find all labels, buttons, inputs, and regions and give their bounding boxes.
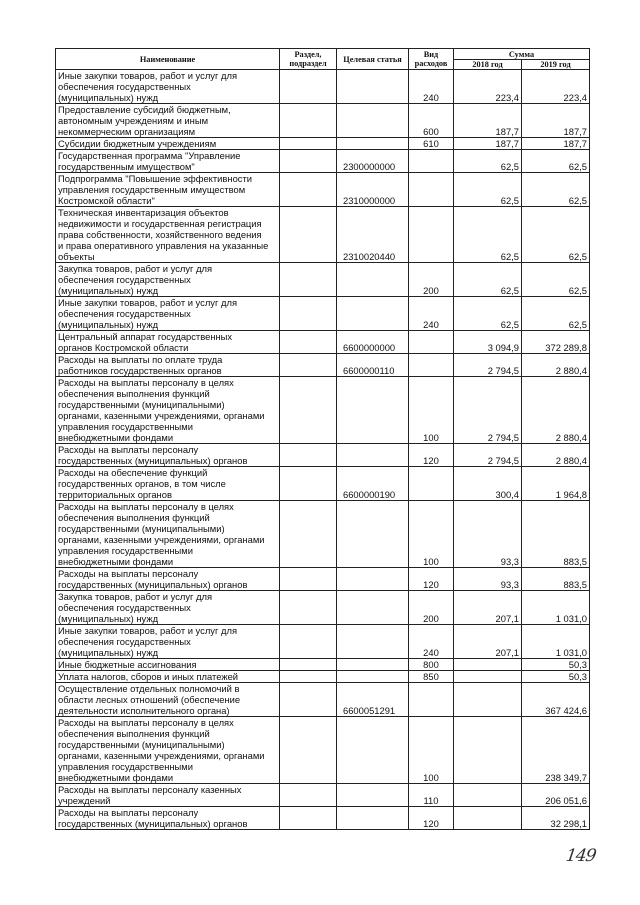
row-section-cell xyxy=(280,501,337,568)
row-2019-cell: 367 424,6 xyxy=(522,683,590,717)
row-name-cell: Расходы на выплаты персоналу государственных (муниципальных) органов xyxy=(56,807,280,830)
row-kind-cell: 850 xyxy=(409,671,454,683)
row-target-cell xyxy=(337,659,409,671)
row-target-cell xyxy=(337,501,409,568)
row-kind-cell xyxy=(409,467,454,501)
row-target-cell xyxy=(337,138,409,150)
table-body xyxy=(56,70,590,830)
row-name-cell: Осуществление отдельных полномочий в области лесных отношений (обеспечение деятельности исполнительного органа) xyxy=(56,683,280,717)
row-kind-cell: 100 xyxy=(409,717,454,784)
header-section: Раздел, подраздел xyxy=(280,49,337,70)
row-section-cell xyxy=(280,591,337,625)
row-target-cell xyxy=(337,263,409,297)
row-section-cell xyxy=(280,173,337,207)
row-target-cell: 6600000000 xyxy=(337,331,409,354)
table-row xyxy=(56,591,590,625)
row-kind-cell: 610 xyxy=(409,138,454,150)
table-row xyxy=(56,70,590,104)
header-kind: Вид расходов xyxy=(409,49,454,70)
row-target-cell: 6600000110 xyxy=(337,354,409,377)
row-name-cell: Предоставление субсидий бюджетным, автономным учреждениям и иным некоммерческим организациям xyxy=(56,104,280,138)
row-section-cell xyxy=(280,671,337,683)
row-2019-cell: 1 031,0 xyxy=(522,625,590,659)
row-2018-cell: 223,4 xyxy=(454,70,522,104)
row-section-cell xyxy=(280,150,337,173)
row-section-cell xyxy=(280,568,337,591)
row-kind-cell: 100 xyxy=(409,377,454,444)
table-row xyxy=(56,568,590,591)
row-target-cell xyxy=(337,70,409,104)
row-2019-cell: 1 031,0 xyxy=(522,591,590,625)
header-name: Наименование xyxy=(56,49,280,70)
row-name-cell: Закупка товаров, работ и услуг для обеспечения государственных (муниципальных) нужд xyxy=(56,263,280,297)
row-2018-cell xyxy=(454,683,522,717)
row-section-cell xyxy=(280,467,337,501)
row-2018-cell xyxy=(454,717,522,784)
table-row xyxy=(56,467,590,501)
row-2018-cell: 2 794,5 xyxy=(454,444,522,467)
row-kind-cell: 200 xyxy=(409,591,454,625)
row-target-cell: 2310000000 xyxy=(337,173,409,207)
row-section-cell xyxy=(280,104,337,138)
row-target-cell: 6600051291 xyxy=(337,683,409,717)
row-kind-cell: 120 xyxy=(409,444,454,467)
row-kind-cell: 240 xyxy=(409,70,454,104)
row-2019-cell: 62,5 xyxy=(522,173,590,207)
row-2019-cell: 62,5 xyxy=(522,263,590,297)
table-row xyxy=(56,150,590,173)
row-section-cell xyxy=(280,683,337,717)
row-2019-cell: 187,7 xyxy=(522,138,590,150)
table-row xyxy=(56,377,590,444)
row-target-cell xyxy=(337,784,409,807)
table-row xyxy=(56,297,590,331)
row-target-cell: 2310020440 xyxy=(337,207,409,263)
row-name-cell: Иные закупки товаров, работ и услуг для обеспечения государственных (муниципальных) нужд xyxy=(56,70,280,104)
table-row xyxy=(56,173,590,207)
row-2018-cell xyxy=(454,784,522,807)
row-section-cell xyxy=(280,717,337,784)
row-2019-cell: 883,5 xyxy=(522,568,590,591)
row-2019-cell: 187,7 xyxy=(522,104,590,138)
row-section-cell xyxy=(280,138,337,150)
budget-table xyxy=(55,48,590,830)
row-name-cell: Иные закупки товаров, работ и услуг для обеспечения государственных (муниципальных) нужд xyxy=(56,625,280,659)
row-target-cell xyxy=(337,444,409,467)
table-row xyxy=(56,501,590,568)
row-2018-cell: 93,3 xyxy=(454,501,522,568)
row-2018-cell: 187,7 xyxy=(454,138,522,150)
row-target-cell xyxy=(337,568,409,591)
header-year-2019: 2019 год xyxy=(522,60,590,70)
row-kind-cell xyxy=(409,173,454,207)
row-kind-cell: 600 xyxy=(409,104,454,138)
row-2018-cell: 2 794,5 xyxy=(454,377,522,444)
row-2018-cell: 2 794,5 xyxy=(454,354,522,377)
table-row xyxy=(56,671,590,683)
row-section-cell xyxy=(280,331,337,354)
row-2018-cell: 62,5 xyxy=(454,207,522,263)
row-name-cell: Расходы на обеспечение функций государственных органов, в том числе территориальных органов xyxy=(56,467,280,501)
row-kind-cell xyxy=(409,207,454,263)
row-kind-cell: 800 xyxy=(409,659,454,671)
table-row xyxy=(56,104,590,138)
row-target-cell xyxy=(337,377,409,444)
row-name-cell: Расходы на выплаты персоналу в целях обеспечения выполнения функций государственными (муниципальными) органами, казенными учреждениями, органами управления государственными внебюджетными фондами xyxy=(56,501,280,568)
row-2019-cell: 372 289,8 xyxy=(522,331,590,354)
header-sum: Сумма xyxy=(454,49,590,60)
row-2019-cell: 32 298,1 xyxy=(522,807,590,830)
table-row xyxy=(56,625,590,659)
row-2019-cell: 238 349,7 xyxy=(522,717,590,784)
row-kind-cell: 200 xyxy=(409,263,454,297)
row-target-cell xyxy=(337,625,409,659)
header-target: Целевая статья xyxy=(337,49,409,70)
row-name-cell: Уплата налогов, сборов и иных платежей xyxy=(56,671,280,683)
row-kind-cell: 120 xyxy=(409,568,454,591)
row-kind-cell xyxy=(409,683,454,717)
row-2019-cell: 206 051,6 xyxy=(522,784,590,807)
row-section-cell xyxy=(280,807,337,830)
row-name-cell: Иные бюджетные ассигнования xyxy=(56,659,280,671)
row-name-cell: Расходы на выплаты по оплате труда работников государственных органов xyxy=(56,354,280,377)
row-kind-cell: 240 xyxy=(409,625,454,659)
table-row xyxy=(56,807,590,830)
row-target-cell xyxy=(337,807,409,830)
row-name-cell: Расходы на выплаты персоналу государственных (муниципальных) органов xyxy=(56,444,280,467)
row-2018-cell: 62,5 xyxy=(454,150,522,173)
row-kind-cell: 240 xyxy=(409,297,454,331)
row-2019-cell: 883,5 xyxy=(522,501,590,568)
row-section-cell xyxy=(280,297,337,331)
table-row xyxy=(56,263,590,297)
row-name-cell: Расходы на выплаты персоналу казенных учреждений xyxy=(56,784,280,807)
row-2019-cell: 2 880,4 xyxy=(522,354,590,377)
row-section-cell xyxy=(280,354,337,377)
row-name-cell: Иные закупки товаров, работ и услуг для обеспечения государственных (муниципальных) нужд xyxy=(56,297,280,331)
row-2019-cell: 2 880,4 xyxy=(522,377,590,444)
row-2018-cell: 300,4 xyxy=(454,467,522,501)
row-target-cell: 2300000000 xyxy=(337,150,409,173)
row-2018-cell xyxy=(454,807,522,830)
row-2018-cell: 62,5 xyxy=(454,173,522,207)
row-section-cell xyxy=(280,444,337,467)
table-row xyxy=(56,331,590,354)
row-name-cell: Техническая инвентаризация объектов недвижимости и государственная регистрация права собственности, хозяйственного ведения и права оперативного управления на указанные объекты xyxy=(56,207,280,263)
row-name-cell: Центральный аппарат государственных органов Костромской области xyxy=(56,331,280,354)
row-2018-cell xyxy=(454,671,522,683)
table-row xyxy=(56,784,590,807)
table-row xyxy=(56,683,590,717)
row-section-cell xyxy=(280,377,337,444)
row-2019-cell: 62,5 xyxy=(522,297,590,331)
row-2018-cell xyxy=(454,659,522,671)
row-section-cell xyxy=(280,70,337,104)
row-section-cell xyxy=(280,207,337,263)
row-2018-cell: 207,1 xyxy=(454,625,522,659)
row-name-cell: Расходы на выплаты персоналу государственных (муниципальных) органов xyxy=(56,568,280,591)
table-row xyxy=(56,138,590,150)
table-row xyxy=(56,717,590,784)
row-2018-cell: 93,3 xyxy=(454,568,522,591)
row-target-cell xyxy=(337,717,409,784)
page-number: 149 xyxy=(564,846,597,866)
row-target-cell: 6600000190 xyxy=(337,467,409,501)
row-2019-cell: 62,5 xyxy=(522,150,590,173)
row-2019-cell: 62,5 xyxy=(522,207,590,263)
row-name-cell: Расходы на выплаты персоналу в целях обеспечения выполнения функций государственными (муниципальными) органами, казенными учреждениями, органами управления государственными внебюджетными фондами xyxy=(56,717,280,784)
row-2019-cell: 2 880,4 xyxy=(522,444,590,467)
row-name-cell: Субсидии бюджетным учреждениям xyxy=(56,138,280,150)
row-name-cell: Закупка товаров, работ и услуг для обеспечения государственных (муниципальных) нужд xyxy=(56,591,280,625)
row-kind-cell xyxy=(409,150,454,173)
row-2019-cell: 1 964,8 xyxy=(522,467,590,501)
row-target-cell xyxy=(337,297,409,331)
row-kind-cell: 120 xyxy=(409,807,454,830)
row-2018-cell: 207,1 xyxy=(454,591,522,625)
row-name-cell: Подпрограмма "Повышение эффективности управления государственным имуществом Костромской области" xyxy=(56,173,280,207)
row-2019-cell: 50,3 xyxy=(522,659,590,671)
row-section-cell xyxy=(280,263,337,297)
row-2018-cell: 187,7 xyxy=(454,104,522,138)
row-section-cell xyxy=(280,784,337,807)
row-2019-cell: 223,4 xyxy=(522,70,590,104)
row-kind-cell: 100 xyxy=(409,501,454,568)
row-name-cell: Государственная программа "Управление государственным имуществом" xyxy=(56,150,280,173)
table-row xyxy=(56,207,590,263)
row-name-cell: Расходы на выплаты персоналу в целях обеспечения выполнения функций государственными (муниципальными) органами, казенными учреждениями, органами управления государственными внебюджетными фондами xyxy=(56,377,280,444)
row-target-cell xyxy=(337,671,409,683)
row-2018-cell: 3 094,9 xyxy=(454,331,522,354)
table-row xyxy=(56,354,590,377)
row-2018-cell: 62,5 xyxy=(454,297,522,331)
table-row xyxy=(56,659,590,671)
row-target-cell xyxy=(337,591,409,625)
row-kind-cell xyxy=(409,354,454,377)
row-target-cell xyxy=(337,104,409,138)
row-2019-cell: 50,3 xyxy=(522,671,590,683)
row-2018-cell: 62,5 xyxy=(454,263,522,297)
row-section-cell xyxy=(280,625,337,659)
row-section-cell xyxy=(280,659,337,671)
table-row xyxy=(56,444,590,467)
budget-table-sheet xyxy=(55,48,589,830)
row-kind-cell: 110 xyxy=(409,784,454,807)
row-kind-cell xyxy=(409,331,454,354)
header-year-2018: 2018 год xyxy=(454,60,522,70)
